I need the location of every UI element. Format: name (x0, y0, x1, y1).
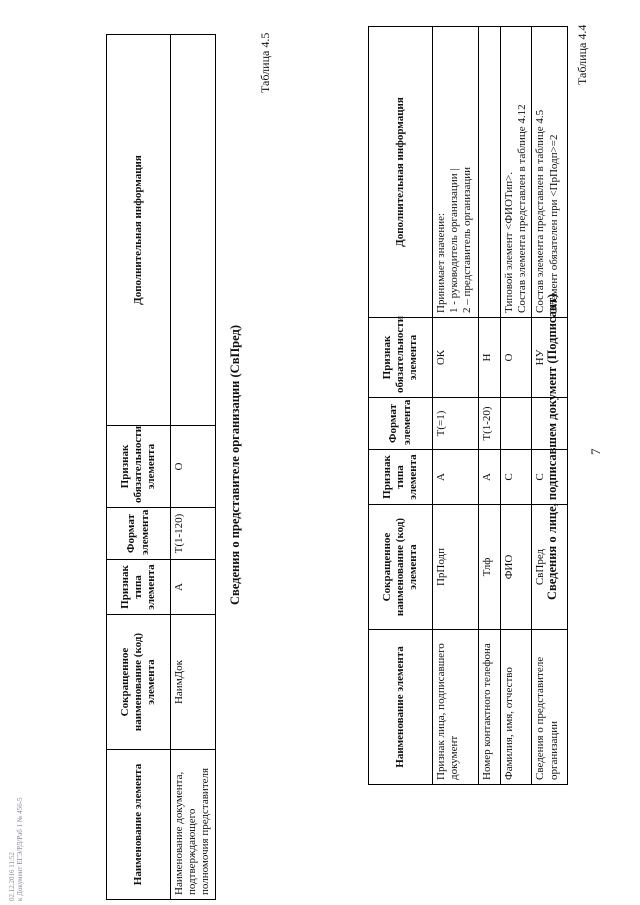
header-element-code: Сокращенное наименование (код) элемента (107, 615, 171, 750)
page-number: 7 (588, 448, 603, 455)
cell-name: Фамилия, имя, отчество (501, 630, 532, 785)
cell-info (171, 35, 216, 426)
header-element-required: Признак обязательности элемента (107, 426, 171, 508)
table-row (171, 35, 216, 900)
cell-code: ФИО (501, 505, 532, 630)
cell-type: А (171, 560, 216, 615)
cell-info-line: Состав элемента представлен в таблице 4.5 (534, 109, 547, 313)
table-4-5 (106, 34, 216, 900)
cell-type: А (479, 450, 501, 505)
table-label-4-5: Таблица 4.5 (258, 32, 272, 93)
cell-info-line: Элемент обязателен при <ПрПодп>=2 (547, 134, 560, 313)
header-element-type: Признак типа элемента (369, 450, 433, 505)
document-stamp (8, 797, 25, 901)
cell-info-line: Типовой элемент <ФИОТип>. (503, 171, 515, 313)
cell-format: Т(1-120) (171, 508, 216, 560)
stamp-line: к Документ ЕГЭ/РД/Раб 1 № 456-5 (16, 797, 25, 901)
cell-info (479, 27, 501, 318)
header-additional-info: Дополнительная информация (107, 35, 171, 426)
cell-name: Сведения о представителе организации (532, 630, 568, 785)
header-element-name: Наименование элемента (369, 630, 433, 785)
header-element-format: Формат элемента (369, 398, 433, 450)
cell-info-line: 2 – представитель организации (461, 166, 474, 313)
header-element-format: Формат элемента (107, 508, 171, 560)
table-row (433, 27, 479, 785)
cell-info-line: 1 - руководитель организации | (448, 168, 461, 313)
cell-format (532, 398, 568, 450)
stamp-line: 02.12.2016 11:52 (8, 852, 16, 901)
cell-code: НаимДок (171, 615, 216, 750)
table-row (501, 27, 532, 785)
cell-code: Тлф (479, 505, 501, 630)
table-header-row (107, 35, 171, 900)
header-element-code: Сокращенное наименование (код) элемента (369, 505, 433, 630)
header-element-type: Признак типа элемента (107, 560, 171, 615)
cell-type: С (501, 450, 532, 505)
cell-required: ОК (433, 318, 479, 398)
cell-code: СвПред (532, 505, 568, 630)
table-row (479, 27, 501, 785)
cell-name: Наименование документа, подтверждающего полномочия представителя (171, 750, 216, 900)
table-label-4-4: Таблица 4.4 (575, 24, 589, 85)
cell-info-line: Состав элемента представлен в таблице 4.12 (516, 104, 529, 313)
cell-type: С (532, 450, 568, 505)
header-element-required: Признак обязательности элемента (369, 318, 433, 398)
cell-required: О (171, 426, 216, 508)
cell-format (501, 398, 532, 450)
table-header-row (369, 27, 433, 785)
cell-required: О (501, 318, 532, 398)
cell-format: Т(1-20) (479, 398, 501, 450)
cell-info (433, 27, 479, 318)
cell-name: Номер контактного телефона (479, 630, 501, 785)
cell-info (501, 27, 532, 318)
cell-name: Признак лица, подписавшего документ (433, 630, 479, 785)
table-title-4-5: Сведения о представителе организации (СвПред) (228, 325, 242, 605)
table-title-4-4: Сведения о лице, подписавшем документ (Подписант) (545, 293, 559, 600)
cell-format: Т(=1) (433, 398, 479, 450)
cell-info-line: Принимает значение: (435, 212, 447, 313)
cell-required: НУ (532, 318, 568, 398)
cell-type: А (433, 450, 479, 505)
table-4-4 (368, 26, 568, 785)
table-row (532, 27, 568, 785)
cell-required: Н (479, 318, 501, 398)
cell-code: ПрПодп (433, 505, 479, 630)
header-element-name: Наименование элемента (107, 750, 171, 900)
cell-info (532, 27, 568, 318)
header-additional-info: Дополнительная информация (369, 27, 433, 318)
